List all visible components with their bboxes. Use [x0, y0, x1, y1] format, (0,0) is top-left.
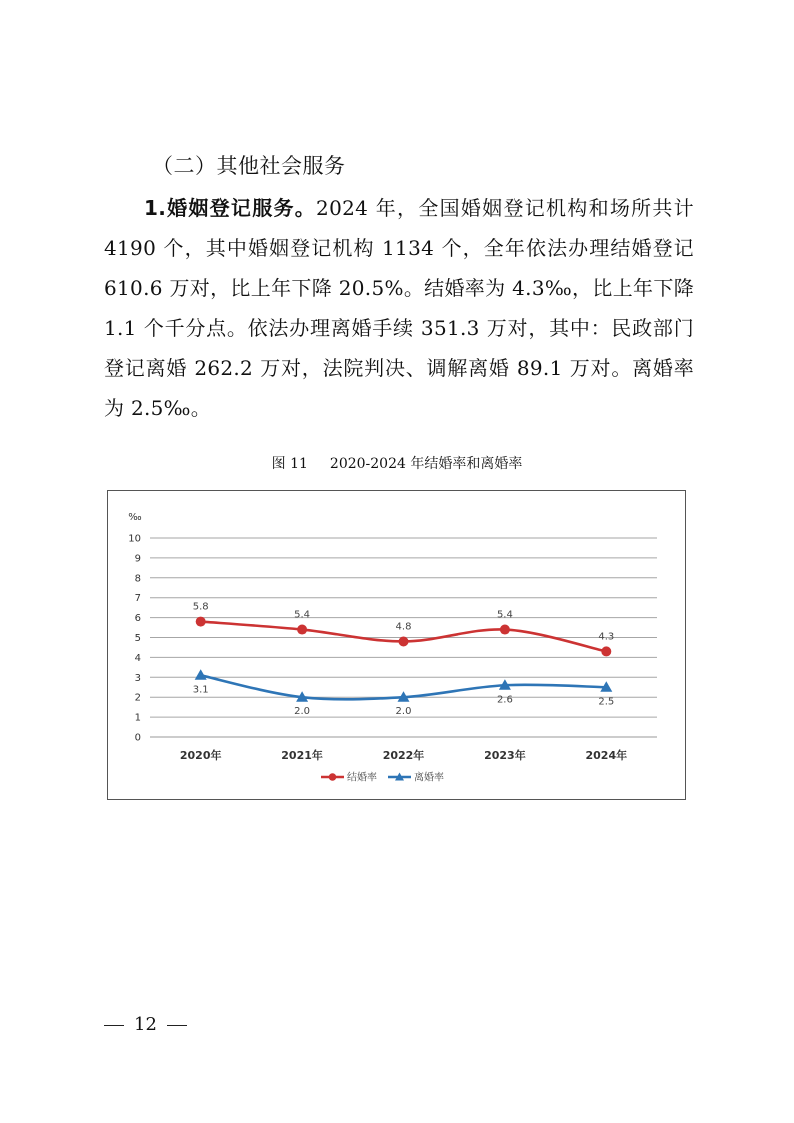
y-tick-label: 0 — [134, 732, 141, 744]
x-tick-label: 2021年 — [281, 749, 323, 762]
body-paragraph — [104, 188, 694, 428]
marriage-rate-data-label: 5.8 — [192, 601, 209, 613]
divorce-rate-data-label: 2.6 — [496, 694, 513, 706]
figure-caption — [0, 453, 794, 473]
divorce-rate-point — [195, 669, 207, 680]
y-tick-label: 4 — [134, 652, 141, 664]
marriage-rate-data-label: 5.4 — [496, 609, 513, 621]
figure-number: 图 11 — [271, 456, 308, 472]
y-tick-label: 3 — [134, 672, 141, 684]
y-tick-label: 5 — [134, 633, 141, 644]
section-heading: （二）其他社会服务 — [152, 154, 346, 178]
y-tick-label: 8 — [134, 573, 141, 585]
divorce-rate-data-label: 2.0 — [294, 706, 311, 718]
marriage-rate-data-label: 5.4 — [294, 609, 311, 621]
y-tick-label: 6 — [134, 613, 141, 625]
y-tick-label: 1 — [134, 712, 141, 724]
legend-marriage-rate-marker — [329, 773, 337, 781]
x-tick-label: 2020年 — [179, 749, 222, 762]
marriage-rate-point — [297, 625, 307, 635]
y-tick-label: 2 — [134, 692, 141, 704]
legend-marriage-rate-label: 结婚率 — [347, 772, 377, 784]
y-axis-unit-label: ‰ — [128, 512, 142, 523]
x-tick-label: 2023年 — [484, 749, 526, 762]
y-tick-label: 7 — [134, 593, 141, 605]
marriage-rate-data-label: 4.8 — [395, 621, 412, 633]
footer-dash-right — [167, 1025, 187, 1026]
marriage-rate-data-label: 4.3 — [598, 631, 615, 643]
x-tick-label: 2024年 — [585, 749, 628, 762]
footer-dash-left — [104, 1025, 124, 1026]
chart-frame — [107, 490, 686, 800]
marriage-rate-point — [196, 617, 206, 627]
y-tick-label: 9 — [134, 553, 141, 565]
page-number: 12 — [134, 1014, 157, 1035]
divorce-rate-data-label: 2.5 — [598, 696, 615, 708]
line-chart — [108, 491, 685, 799]
paragraph-lead: 1.婚姻登记服务。 — [144, 196, 317, 220]
marriage-rate-point — [601, 646, 611, 656]
x-tick-label: 2022年 — [382, 749, 425, 762]
page-footer — [104, 1014, 197, 1035]
figure-title: 2020-2024 年结婚率和离婚率 — [329, 456, 523, 472]
marriage-rate-point — [500, 625, 510, 635]
divorce-rate-data-label: 3.1 — [192, 684, 209, 696]
divorce-rate-data-label: 2.0 — [395, 706, 412, 718]
marriage-rate-point — [399, 636, 409, 646]
legend-divorce-rate-label: 离婚率 — [414, 772, 444, 784]
y-tick-label: 10 — [128, 533, 141, 545]
paragraph-text: 2024 年，全国婚姻登记机构和场所共计 4190 个，其中婚姻登记机构 1134 个，全年依法办理结婚登记 610.6 万对，比上年下降 20.5%。结婚率为 4.3‰，比上年下降 1.1 个千分点。依法办理离婚手续 351.3 万对，其中：民政部门登记离婚 262.2 万对，法院判决、调解离婚 89.1 万对。离婚率为 2.5‰。 — [104, 196, 694, 420]
